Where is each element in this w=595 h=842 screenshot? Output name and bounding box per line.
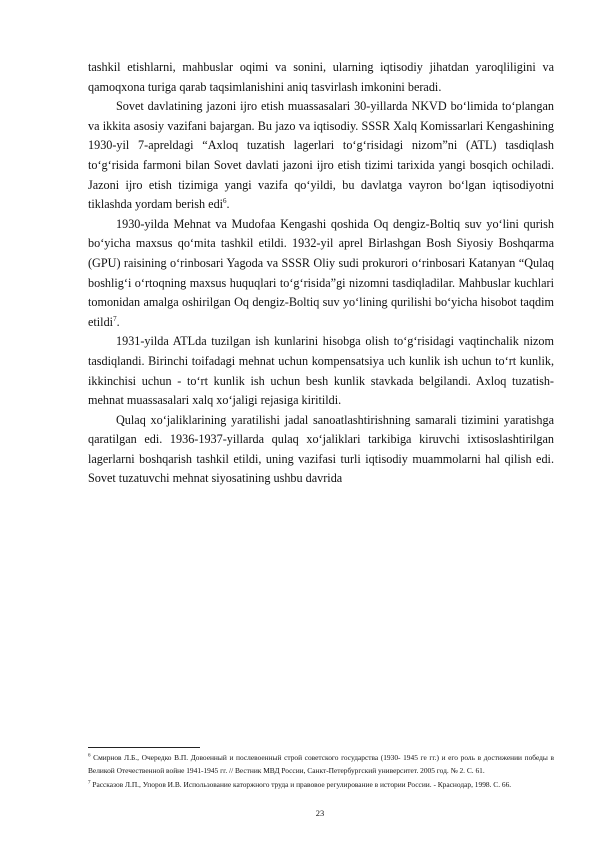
main-text xyxy=(88,58,554,489)
footnote-separator xyxy=(88,747,200,748)
paragraph-2-text: Sovet davlatining jazoni ijro etish muassasalari 30-yillarda NKVD bo‘limida to‘plangan va ikkita asosiy vazifani bajargan. Bu jazo va iqtisodiy. SSSR Xalq Komissarlari Kengashining 1930-yil 7-apreldagi “Axloq tuzatish lagerlari to‘g‘risidagi nizom”ni (ATL) tasdiqlash to‘g‘risida farmoni bilan Sovet davlati jazoni ijro etish tizimi tarixida yangi bosqich ochiladi. Jazoni ijro etish tizimiga yangi vazifa qo‘yildi, bu davlatga vayron bo‘lgan iqtisodiyotni tiklashda yordam berish edi xyxy=(88,99,554,212)
footnote-reference-6[interactable]: 6 xyxy=(223,197,227,206)
paragraph-2: Sovet davlatining jazoni ijro etish muassasalari 30-yillarda NKVD bo‘limida to‘plangan va ikkita asosiy vazifani bajargan. Bu jazo va iqtisodiy. SSSR Xalq Komissarlari Kengashining 1930-yil 7-apreldagi “Axloq tuzatish lagerlari to‘g‘risidagi nizom”ni (ATL) tasdiqlash to‘g‘risida farmoni bilan Sovet davlati jazoni ijro etish tizimi tarixida yangi bosqich ochiladi. Jazoni ijro etish tizimiga yangi vazifa qo‘yildi, bu davlatga vayron bo‘lgan iqtisodiyotni tiklashda yordam berish edi$^6$. xyxy=(88,99,554,212)
footnote-text: Смирнов Л.Б., Очередко В.П. Довоенный и послевоенный строй советского государства (1930- 1945 ге гг.) и его роль в достижении победы в Великой Отечественной войне 1941-1945 гг. // Вестник МВД России, Санкт-Петербургский университет. 2005 год. № 2. С. 61. xyxy=(88,753,554,776)
footnote-reference-7[interactable]: 7 xyxy=(113,314,117,323)
footnote-number: 7 xyxy=(88,780,91,786)
paragraph-5 xyxy=(88,411,554,489)
page-number: 23 xyxy=(315,808,325,818)
paragraph-3-text: 1930-yilda Mehnat va Mudofaa Kengashi qoshida Oq dengiz-Boltiq suv yo‘lini qurish bo‘yicha maxsus qo‘mita tashkil etildi. 1932-yil aprel Birlashgan Bosh Siyosiy Boshqarma (GPU) raisining o‘rinbosari Yagoda va SSSR Oliy sudi prokurori o‘rinbosari Katanyan “Qulaq boshlig‘i o‘rtoqning maxsus huquqlari to‘g‘risida”gi nizomni tasdiqladilar. Mahbuslar kuchlari tomonidan amalga oshirilgan Oq dengiz-Boltiq suv yo‘lining qurilishi bo‘yicha hisobot taqdim etildi xyxy=(88,216,554,329)
paragraph-5-text: Qulaq xo‘jaliklarining yaratilishi jadal sanoatlashtirishning samarali tizimini yaratishga qaratilgan edi. 1936-1937-yillarda qulaq xo‘jaliklari tarkibiga kiruvchi ixtisoslashtirilgan lagerlarni boshqarish tashkil etildi, uning vazifasi turli iqtisodiy muammolarni hal qilish edi. Sovet tuzatuvchi mehnat siyosatining ushbu davrida xyxy=(88,412,554,486)
footnotes xyxy=(88,751,554,791)
footnote-6 xyxy=(88,751,554,778)
footnote-7 xyxy=(88,778,554,791)
paragraph-3: 1930-yilda Mehnat va Mudofaa Kengashi qoshida Oq dengiz-Boltiq suv yo‘lini qurish bo‘yicha maxsus qo‘mita tashkil etildi. 1932-yil aprel Birlashgan Bosh Siyosiy Boshqarma (GPU) raisining o‘rinbosari Yagoda va SSSR Oliy sudi prokurori o‘rinbosari Katanyan “Qulaq boshlig‘i o‘rtoqning maxsus huquqlari to‘g‘risida”gi nizomni tasdiqladilar. Mahbuslar kuchlari tomonidan amalga oshirilgan Oq dengiz-Boltiq suv yo‘lining qurilishi bo‘yicha hisobot taqdim etildi$^7$. xyxy=(88,216,554,329)
paragraph-1-text: tashkil etishlarni, mahbuslar oqimi va sonini, ularning iqtisodiy jihatdan yaroqliligini va qamoqxona turiga qarab taqsimlanishini aniq tasvirlash imkonini beradi. xyxy=(88,60,554,94)
paragraph-4-text: 1931-yilda ATLda tuzilgan ish kunlarini hisobga olish to‘g‘risidagi vaqtinchalik nizom tasdiqlandi. Birinchi toifadagi mehnat uchun kompensatsiya uch kunlik ish uchun to‘rt kunlik, ikkinchisi uchun - to‘rt kunlik ish uchun besh kunlik stavkada belgilandi. Axloq tuzatish-mehnat muassasalari xalq xo‘jaligi rejasiga kiritildi. xyxy=(88,334,554,408)
footnote-number: 6 xyxy=(88,753,91,759)
paragraph-1 xyxy=(88,58,554,97)
paragraph-4 xyxy=(88,332,554,410)
footnote-text: Рассказов Л.П., Упоров И.В. Использование каторжного труда и правовое регулирование в истории России. - Краснодар, 1998. С. 66. xyxy=(92,779,512,789)
